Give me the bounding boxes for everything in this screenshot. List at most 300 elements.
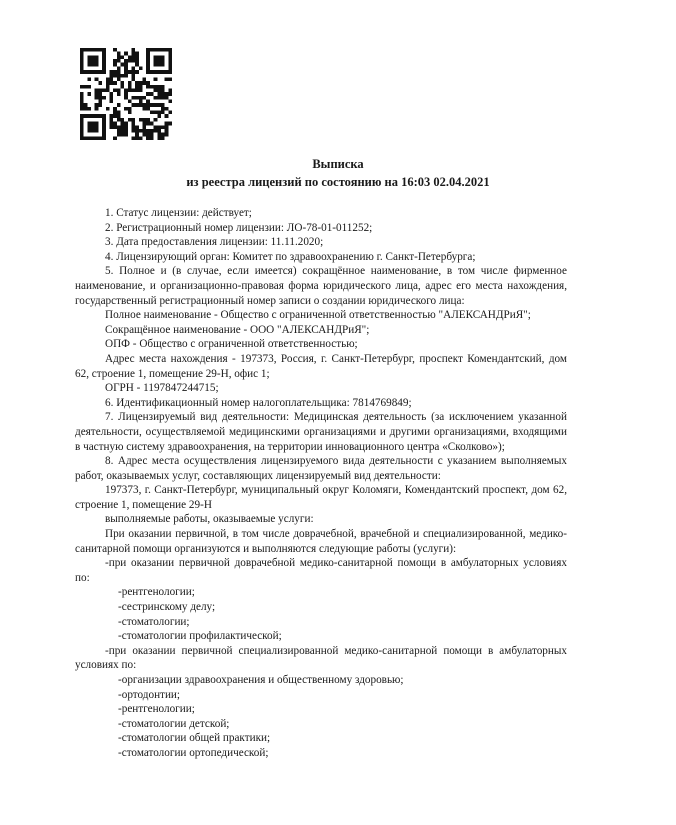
qr-module — [161, 63, 165, 67]
license-date: 3. Дата предоставления лицензии: 11.11.2020; — [105, 236, 324, 249]
entity-address: Адрес места нахождения - 197373, Россия, г. Санкт-Петербург, проспект Комендантский, дом 62, строение 1, помещение 29-Н, офис 1; — [75, 352, 567, 380]
qr-module — [109, 92, 113, 96]
qr-module — [95, 48, 99, 52]
works-list-item: -стоматологии профилактической; — [118, 630, 282, 643]
licensed-activity: 7. Лицензируемый вид деятельности: Медицинская деятельность (за исключением указанной деятельности, осуществляемой медицинскими организациями и другими организациями, входящими в частную систему здравоохранения, на территории инновационного центра «Сколково»); — [75, 411, 567, 453]
qr-module — [165, 114, 169, 118]
qr-module — [157, 88, 161, 92]
qr-module — [132, 122, 136, 126]
qr-module — [113, 63, 117, 67]
qr-module — [120, 122, 124, 126]
qr-module — [117, 133, 121, 137]
qr-module — [87, 122, 91, 126]
qr-module — [106, 77, 110, 81]
qr-module — [102, 70, 106, 74]
qr-module — [165, 125, 169, 129]
qr-module — [150, 70, 154, 74]
qr-module — [124, 88, 128, 92]
qr-module — [154, 77, 158, 81]
qr-module — [132, 118, 136, 122]
qr-module — [128, 70, 132, 74]
qr-module — [80, 55, 84, 59]
qr-module — [139, 81, 143, 85]
qr-module — [168, 100, 172, 104]
qr-module — [91, 136, 95, 140]
qr-module — [165, 107, 169, 111]
qr-module — [135, 81, 139, 85]
qr-module — [161, 125, 165, 129]
qr-module — [146, 70, 150, 74]
qr-module — [139, 118, 143, 122]
qr-module — [80, 66, 84, 70]
qr-module — [146, 52, 150, 56]
qr-module — [128, 81, 132, 85]
qr-module — [98, 92, 102, 96]
qr-module — [124, 107, 128, 111]
qr-module — [157, 103, 161, 107]
qr-module — [143, 129, 147, 133]
entity-inn: 6. Идентификационный номер налогоплательщика: 7814769849; — [105, 396, 412, 409]
qr-module — [161, 55, 165, 59]
works-group-header: -при оказании первичной специализированной медико-санитарной помощи в амбулаторных условиях по: — [75, 644, 567, 672]
qr-module — [80, 122, 84, 126]
qr-module — [157, 85, 161, 89]
qr-module — [146, 129, 150, 133]
qr-module — [150, 103, 154, 107]
qr-module — [132, 70, 136, 74]
license-status: 1. Статус лицензии: действует; — [105, 207, 252, 219]
qr-module — [135, 136, 139, 140]
qr-module — [128, 55, 132, 59]
qr-module — [120, 118, 124, 122]
qr-module — [84, 107, 88, 111]
qr-module — [95, 125, 99, 129]
qr-module — [143, 81, 147, 85]
qr-module — [80, 96, 84, 100]
qr-module — [84, 48, 88, 52]
qr-module — [154, 88, 158, 92]
qr-module — [146, 63, 150, 67]
qr-module — [120, 63, 124, 67]
qr-module — [132, 74, 136, 78]
qr-module — [87, 129, 91, 133]
qr-module — [157, 114, 161, 118]
qr-module — [117, 66, 121, 70]
qr-module — [139, 136, 143, 140]
qr-module — [98, 103, 102, 107]
qr-module — [102, 66, 106, 70]
qr-module — [80, 103, 84, 107]
qr-module — [87, 85, 91, 89]
qr-module — [157, 48, 161, 52]
qr-module — [106, 88, 110, 92]
qr-module — [168, 88, 172, 92]
qr-module — [124, 63, 128, 67]
qr-module — [113, 136, 117, 140]
qr-module — [87, 92, 91, 96]
qr-module — [135, 125, 139, 129]
qr-module — [84, 114, 88, 118]
qr-module — [113, 81, 117, 85]
license-number: 2. Регистрационный номер лицензии: ЛО-78-01-011252; — [105, 221, 373, 234]
qr-module — [109, 100, 113, 104]
qr-module — [91, 129, 95, 133]
qr-module — [139, 103, 143, 107]
qr-module — [168, 63, 172, 67]
qr-module — [117, 129, 121, 133]
qr-module — [161, 59, 165, 63]
qr-module — [80, 136, 84, 140]
qr-module — [132, 125, 136, 129]
qr-module — [80, 48, 84, 52]
qr-module — [109, 122, 113, 126]
qr-module — [102, 59, 106, 63]
qr-module — [146, 122, 150, 126]
qr-module — [102, 52, 106, 56]
qr-module — [117, 92, 121, 96]
qr-module — [84, 70, 88, 74]
qr-module — [106, 85, 110, 89]
works-list-item: -организации здравоохранения и общественному здоровью; — [118, 674, 404, 686]
document-body — [75, 206, 567, 761]
qr-module — [132, 103, 136, 107]
qr-module — [80, 125, 84, 129]
qr-module — [113, 88, 117, 92]
qr-module — [95, 70, 99, 74]
qr-module — [135, 70, 139, 74]
qr-module — [120, 74, 124, 78]
qr-module — [87, 70, 91, 74]
qr-module — [154, 70, 158, 74]
qr-module — [165, 70, 169, 74]
qr-module — [168, 59, 172, 63]
qr-module — [124, 129, 128, 133]
qr-module — [120, 55, 124, 59]
qr-module — [95, 136, 99, 140]
qr-module — [139, 129, 143, 133]
qr-module — [157, 133, 161, 137]
qr-module — [157, 129, 161, 133]
qr-module — [128, 107, 132, 111]
qr-module — [143, 96, 147, 100]
qr-module — [95, 88, 99, 92]
qr-module — [146, 48, 150, 52]
qr-module — [91, 63, 95, 67]
qr-module — [102, 96, 106, 100]
qr-module — [157, 111, 161, 115]
qr-module — [124, 122, 128, 126]
qr-module — [124, 66, 128, 70]
qr-module — [117, 55, 121, 59]
qr-module — [132, 136, 136, 140]
qr-module — [135, 129, 139, 133]
qr-module — [161, 107, 165, 111]
qr-module — [150, 133, 154, 137]
qr-module — [95, 114, 99, 118]
qr-module — [154, 125, 158, 129]
qr-module — [135, 103, 139, 107]
qr-module — [91, 70, 95, 74]
qr-module — [80, 114, 84, 118]
entity-ogrn: ОГРН - 1197847244715; — [105, 382, 219, 395]
qr-module — [150, 85, 154, 89]
qr-module — [146, 55, 150, 59]
qr-module — [154, 118, 158, 122]
qr-module — [80, 129, 84, 133]
qr-module — [124, 70, 128, 74]
qr-module — [124, 133, 128, 137]
qr-module — [143, 133, 147, 137]
qr-module — [113, 59, 117, 63]
qr-module — [113, 111, 117, 115]
qr-module — [84, 103, 88, 107]
qr-module — [161, 103, 165, 107]
qr-module — [95, 59, 99, 63]
qr-module — [139, 100, 143, 104]
qr-module — [80, 92, 84, 96]
qr-module — [109, 118, 113, 122]
qr-module — [165, 122, 169, 126]
qr-module — [120, 129, 124, 133]
qr-module — [109, 96, 113, 100]
qr-module — [157, 55, 161, 59]
qr-module — [139, 66, 143, 70]
qr-module — [168, 48, 172, 52]
qr-module — [146, 66, 150, 70]
qr-module — [161, 96, 165, 100]
qr-module — [102, 122, 106, 126]
qr-module — [132, 66, 136, 70]
qr-module — [120, 133, 124, 137]
qr-module — [143, 122, 147, 126]
qr-module — [109, 81, 113, 85]
qr-module — [95, 129, 99, 133]
qr-module — [124, 125, 128, 129]
qr-module — [113, 114, 117, 118]
qr-module — [120, 125, 124, 129]
qr-module — [128, 111, 132, 115]
qr-module — [139, 85, 143, 89]
qr-module — [132, 129, 136, 133]
qr-module — [91, 59, 95, 63]
qr-module — [95, 107, 99, 111]
qr-module — [98, 96, 102, 100]
qr-module — [139, 88, 143, 92]
qr-module — [98, 114, 102, 118]
entity-short-name: Сокращённое наименование - ООО "АЛЕКСАНДРиЯ"; — [105, 323, 370, 336]
qr-module — [165, 96, 169, 100]
qr-module — [135, 133, 139, 137]
qr-module — [150, 92, 154, 96]
qr-module — [95, 63, 99, 67]
qr-module — [150, 122, 154, 126]
qr-module — [143, 107, 147, 111]
qr-module — [161, 111, 165, 115]
activity-places-intro: 8. Адрес места осуществления лицензируемого вида деятельности с указанием выполняемых работ, оказываемых услуг, составляющих лицензируемый вид деятельности: — [75, 455, 567, 482]
qr-module — [168, 122, 172, 126]
works-list-item: -сестринскому делу; — [118, 601, 216, 614]
qr-module — [168, 55, 172, 59]
qr-module — [146, 103, 150, 107]
qr-module — [109, 70, 113, 74]
qr-module — [84, 85, 88, 89]
qr-module — [87, 59, 91, 63]
qr-module — [168, 111, 172, 115]
qr-module — [113, 74, 117, 78]
qr-module — [146, 100, 150, 104]
qr-module — [154, 63, 158, 67]
works-intro: При оказании первичной, в том числе доврачебной, врачебной и специализированной, медико-санитарной помощи организуются и выполняются следующие работы (услуги): — [75, 528, 567, 555]
qr-module — [102, 136, 106, 140]
qr-module — [135, 88, 139, 92]
qr-module — [113, 70, 117, 74]
works-list-item: -стоматологии; — [118, 615, 190, 628]
qr-module — [168, 52, 172, 56]
qr-module — [143, 118, 147, 122]
entity-name-intro: 5. Полное и (в случае, если имеется) сокращённое наименование, в том числе фирменное наименование, и организационно-правовая форма юридического лица, адрес его места нахождения, государственный регистрационный номер записи о создании юридического лица: — [75, 265, 567, 307]
qr-module — [117, 125, 121, 129]
qr-module — [117, 52, 121, 56]
qr-module — [161, 48, 165, 52]
qr-module — [98, 48, 102, 52]
qr-module — [98, 81, 102, 85]
qr-module — [135, 96, 139, 100]
qr-module — [109, 74, 113, 78]
qr-module — [102, 48, 106, 52]
qr-module — [117, 103, 121, 107]
qr-module — [157, 125, 161, 129]
qr-module — [132, 48, 136, 52]
qr-module — [161, 88, 165, 92]
document-title: Выписка — [312, 157, 364, 171]
qr-module — [157, 92, 161, 96]
qr-module — [80, 52, 84, 56]
qr-module — [165, 92, 169, 96]
qr-module — [124, 96, 128, 100]
qr-module — [143, 125, 147, 129]
qr-module — [146, 92, 150, 96]
works-list-item: -стоматологии ортопедической; — [118, 746, 269, 759]
qr-module — [146, 107, 150, 111]
qr-module — [128, 88, 132, 92]
qr-module — [132, 59, 136, 63]
qr-module — [80, 100, 84, 104]
qr-module — [150, 48, 154, 52]
qr-module — [128, 118, 132, 122]
qr-module — [95, 77, 99, 81]
qr-module — [87, 125, 91, 129]
qr-module — [95, 103, 99, 107]
qr-module — [146, 136, 150, 140]
qr-module — [87, 136, 91, 140]
qr-module — [150, 129, 154, 133]
works-list-item: -ортодонтии; — [118, 688, 181, 701]
qr-module — [135, 55, 139, 59]
qr-module — [113, 125, 117, 129]
qr-module — [132, 52, 136, 56]
qr-module — [154, 129, 158, 133]
qr-module — [143, 77, 147, 81]
qr-module — [124, 59, 128, 63]
qr-module — [91, 122, 95, 126]
works-group-header: -при оказании первичной доврачебной медико-санитарной помощи в амбулаторных условиях по: — [75, 557, 567, 584]
qr-module — [87, 114, 91, 118]
qr-module — [102, 55, 106, 59]
works-list-item: -стоматологии детской; — [118, 717, 230, 730]
qr-module — [154, 55, 158, 59]
qr-module — [106, 81, 110, 85]
qr-module — [135, 63, 139, 67]
qr-module — [117, 118, 121, 122]
qr-module — [143, 103, 147, 107]
entity-opf: ОПФ - Общество с ограниченной ответственностью; — [105, 338, 358, 351]
qr-module — [98, 88, 102, 92]
qr-module — [120, 85, 124, 89]
qr-module — [109, 77, 113, 81]
qr-module — [80, 85, 84, 89]
qr-module — [124, 52, 128, 56]
qr-module — [146, 133, 150, 137]
qr-module — [146, 59, 150, 63]
qr-module — [135, 59, 139, 63]
qr-module — [91, 48, 95, 52]
qr-module — [146, 85, 150, 89]
qr-module — [157, 136, 161, 140]
qr-module — [80, 70, 84, 74]
qr-module — [135, 52, 139, 56]
qr-module — [102, 114, 106, 118]
qr-module — [157, 96, 161, 100]
qr-module — [84, 136, 88, 140]
qr-module — [102, 88, 106, 92]
qr-module — [102, 133, 106, 137]
works-label: выполняемые работы, оказываемые услуги: — [105, 513, 314, 526]
works-list-item: -рентгенологии; — [118, 586, 195, 599]
qr-module — [80, 63, 84, 67]
qr-module — [80, 107, 84, 111]
qr-module — [124, 74, 128, 78]
qr-module — [117, 77, 121, 81]
qr-module — [117, 111, 121, 115]
qr-module — [161, 92, 165, 96]
qr-module — [117, 59, 121, 63]
activity-place-address: 197373, г. Санкт-Петербург, муниципальный округ Коломяги, Комендантский проспект, дом 62, строение 1, помещение 29-Н — [75, 484, 567, 511]
qr-module — [154, 85, 158, 89]
qr-module — [87, 107, 91, 111]
qr-module — [113, 122, 117, 126]
qr-module — [128, 100, 132, 104]
qr-module — [102, 63, 106, 67]
qr-module — [146, 81, 150, 85]
qr-module — [95, 92, 99, 96]
qr-module — [128, 85, 132, 89]
qr-module — [91, 55, 95, 59]
qr-module — [87, 77, 91, 81]
qr-module — [157, 63, 161, 67]
qr-module — [117, 74, 121, 78]
qr-code — [80, 48, 172, 140]
qr-module — [109, 114, 113, 118]
qr-module — [102, 125, 106, 129]
qr-module — [87, 48, 91, 52]
qr-module — [154, 59, 158, 63]
qr-module — [168, 92, 172, 96]
qr-module — [154, 111, 158, 115]
qr-module — [80, 118, 84, 122]
qr-module — [165, 133, 169, 137]
qr-module — [132, 55, 136, 59]
works-list-item: -рентгенологии; — [118, 703, 195, 716]
